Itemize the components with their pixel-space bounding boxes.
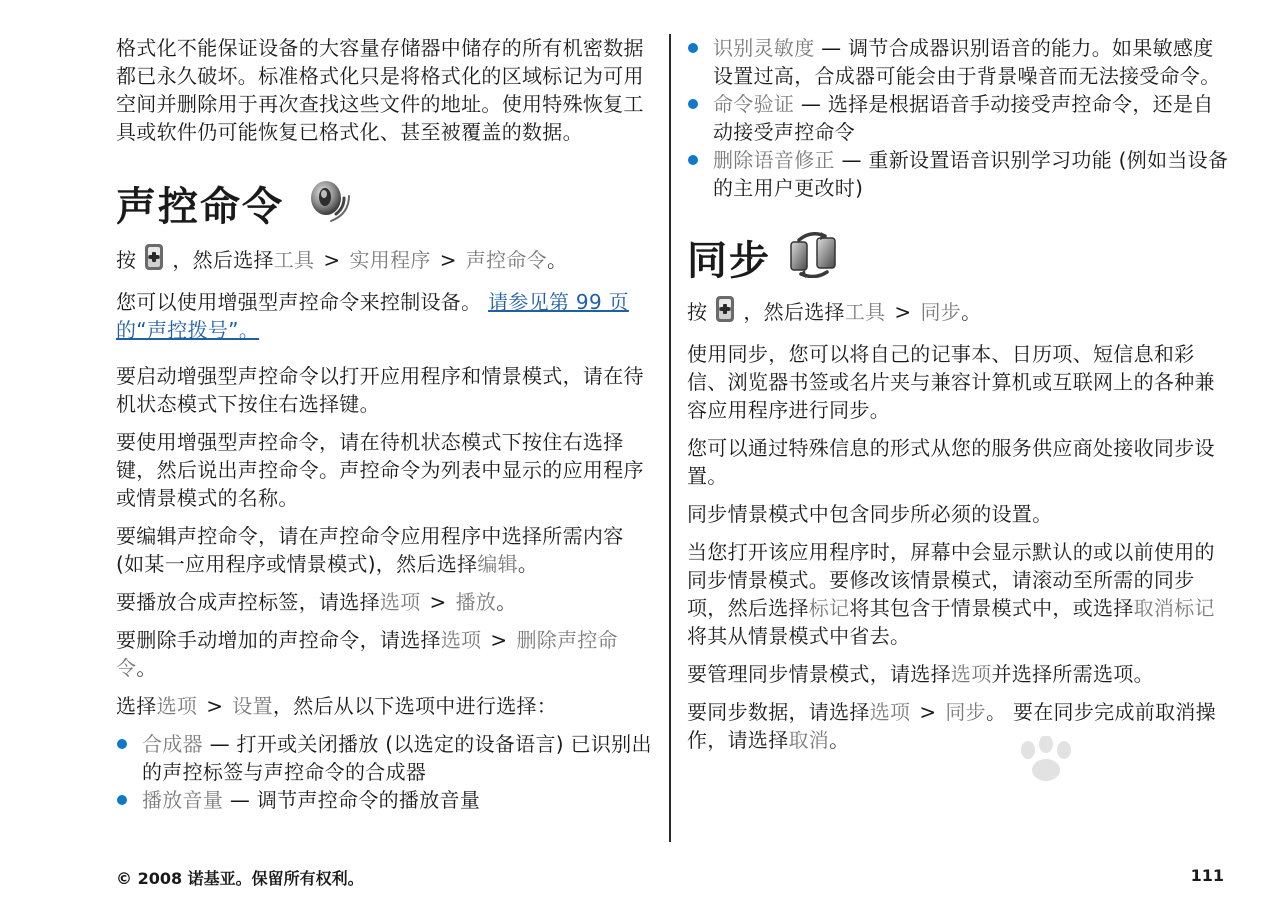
list-item: [687, 146, 1232, 202]
menu-edit: 编辑: [477, 552, 518, 576]
menu-tools: 工具: [844, 300, 886, 324]
settings-text: ，然后从以下选项中进行选择：: [272, 694, 558, 718]
voice-settings-list-continued: [687, 34, 1232, 202]
page-number: 111: [1190, 866, 1224, 885]
menu-tools: 工具: [273, 248, 315, 272]
menu-sync: 同步: [945, 700, 986, 724]
play-end: 。: [496, 590, 517, 614]
voice-intro-text: 您可以使用增强型声控命令来控制设备。: [116, 290, 489, 314]
setting-term: 合成器: [142, 732, 203, 756]
sync-settings-message-paragraph: 您可以通过特殊信息的形式从您的服务供应商处接收同步设置。: [687, 436, 1215, 488]
use-voice-commands-paragraph: 要使用增强型声控命令，请在待机状态模式下按住右选择键，然后说出声控命令。声控命令为列表中显示的应用程序或情景模式的名称。: [116, 430, 644, 510]
nav-separator: >: [439, 248, 457, 272]
column-divider: [669, 34, 671, 842]
paw-icon: [1021, 736, 1071, 781]
menu-delete-voice-command: 删除声控命令: [116, 628, 618, 680]
edit-text: 要编辑声控命令，请在声控命令应用程序中选择所需内容 (如某一应用程序或情景模式)，然后选择: [116, 524, 624, 576]
play-voice-tag-paragraph: [116, 588, 656, 616]
nav-prefix: 按: [687, 300, 708, 324]
nav-separator: >: [323, 248, 341, 272]
left-column: [116, 34, 656, 814]
right-column: [687, 34, 1232, 764]
setting-description: — 调节合成器识别语音的能力。如果敏感度设置过高，合成器可能会由于背景噪音而无法接受命令。: [713, 36, 1221, 88]
delete-text: 要删除手动增加的声控命令，请选择: [116, 628, 441, 652]
copyright-footer: © 2008 诺基亚。保留所有权利。: [116, 869, 364, 888]
menu-utilities: 实用程序: [349, 248, 431, 272]
voice-settings-list: [116, 730, 656, 814]
nav-separator: >: [429, 590, 447, 614]
nav-separator: >: [894, 300, 912, 324]
manage-text-a: 要管理同步情景模式，请选择: [687, 662, 951, 686]
baidu-watermark: [906, 736, 1206, 886]
list-item: [687, 90, 1232, 146]
menu-key-icon: [713, 295, 737, 330]
settings-paragraph: [116, 692, 656, 720]
edit-voice-command-paragraph: [116, 522, 656, 578]
setting-description: — 打开或关闭播放 (以选定的设备语言) 已识别出的声控标签与声控命令的合成器: [142, 732, 652, 784]
menu-options: 选项: [156, 694, 198, 718]
modify-text-a: 当您打开该应用程序时，屏幕中会显示默认的或以前使用的同步情景模式。要修改该情景模式，请滚动至所需的同步项，然后选择: [687, 540, 1215, 620]
list-item: [687, 34, 1232, 90]
setting-term: 播放音量: [142, 788, 224, 812]
setting-term: 命令验证: [713, 92, 795, 116]
voice-dialing-link[interactable]: 请参见第 99 页的“声控拨号”。: [116, 290, 629, 342]
voice-intro-paragraph: [116, 288, 656, 344]
sync-nav-path: [687, 295, 1232, 330]
list-item: [116, 786, 656, 814]
nav-separator: >: [206, 694, 224, 718]
delete-end: 。: [136, 656, 157, 680]
edit-end: 。: [517, 552, 539, 576]
menu-mark: 标记: [808, 596, 850, 620]
sync-data-text-a: 要同步数据，请选择: [687, 700, 870, 724]
menu-play: 播放: [455, 590, 497, 614]
menu-cancel: 取消: [788, 728, 830, 752]
sync-modify-profile-paragraph: [687, 538, 1232, 650]
nav-prefix: 按: [116, 248, 137, 272]
nav-end: 。: [546, 248, 568, 272]
menu-unmark: 取消标记: [1133, 596, 1215, 620]
start-voice-commands-paragraph: 要启动增强型声控命令以打开应用程序和情景模式，请在待机状态模式下按住右选择键。: [116, 364, 644, 416]
setting-description: — 调节声控命令的播放音量: [223, 788, 481, 812]
menu-sync: 同步: [920, 300, 962, 324]
voice-command-icon: [306, 178, 352, 235]
sync-intro-paragraph: 使用同步，您可以将自己的记事本、日历项、短信息和彩信、浏览器书签或名片夹与兼容计算机或互联网上的各种兼容应用程序进行同步。: [687, 342, 1215, 422]
setting-term: 识别灵敏度: [713, 36, 815, 60]
nav-end: 。: [961, 300, 982, 324]
sync-data-text-b: 。 要在同步完成前取消操作，请选择: [687, 700, 1216, 752]
manage-sync-profile-paragraph: [687, 660, 1232, 688]
settings-select-text: 选择: [116, 694, 157, 718]
menu-options: 选项: [440, 628, 482, 652]
menu-settings: 设置: [232, 694, 273, 718]
nav-separator: >: [490, 628, 508, 652]
menu-options: 选项: [950, 662, 992, 686]
delete-voice-command-paragraph: [116, 626, 656, 682]
manage-text-b: 并选择所需选项。: [991, 662, 1154, 686]
list-item: [116, 730, 656, 786]
menu-options: 选项: [379, 590, 421, 614]
sync-title: 同步: [687, 237, 771, 284]
sync-profile-paragraph: 同步情景模式中包含同步所必须的设置。: [687, 502, 1053, 526]
sync-data-end: 。: [829, 728, 850, 752]
setting-term: 删除语音修正: [713, 148, 835, 172]
format-warning-paragraph: 格式化不能保证设备的大容量存储器中储存的所有机密数据都已永久破坏。标准格式化只是将格式化的区域标记为可用空间并删除用于再次查找这些文件的地址。使用特殊恢复工具或软件仍可能恢复已格式化、甚至被覆盖的数据。: [116, 36, 644, 144]
nav-mid-text: ，然后选择: [172, 248, 274, 272]
menu-key-icon: [142, 243, 166, 278]
nav-mid-text: ，然后选择: [743, 300, 845, 324]
voice-nav-path: [116, 243, 656, 278]
voice-commands-title: 声控命令: [116, 183, 284, 230]
modify-text-b: 将其包含于情景模式中，或选择: [849, 596, 1134, 620]
modify-text-c: 将其从情景模式中省去。: [687, 624, 911, 648]
sync-heading: [687, 232, 1232, 289]
setting-description: — 重新设置语音识别学习功能 (例如当设备的主用户更改时): [713, 148, 1229, 200]
sync-icon: [785, 232, 841, 289]
play-text: 要播放合成声控标签，请选择: [116, 590, 380, 614]
menu-options: 选项: [869, 700, 911, 724]
setting-description: — 选择是根据语音手动接受声控命令，还是自动接受声控命令: [713, 92, 1214, 144]
nav-separator: >: [919, 700, 937, 724]
voice-commands-heading: [116, 178, 656, 235]
menu-voice-commands: 声控命令: [465, 248, 547, 272]
